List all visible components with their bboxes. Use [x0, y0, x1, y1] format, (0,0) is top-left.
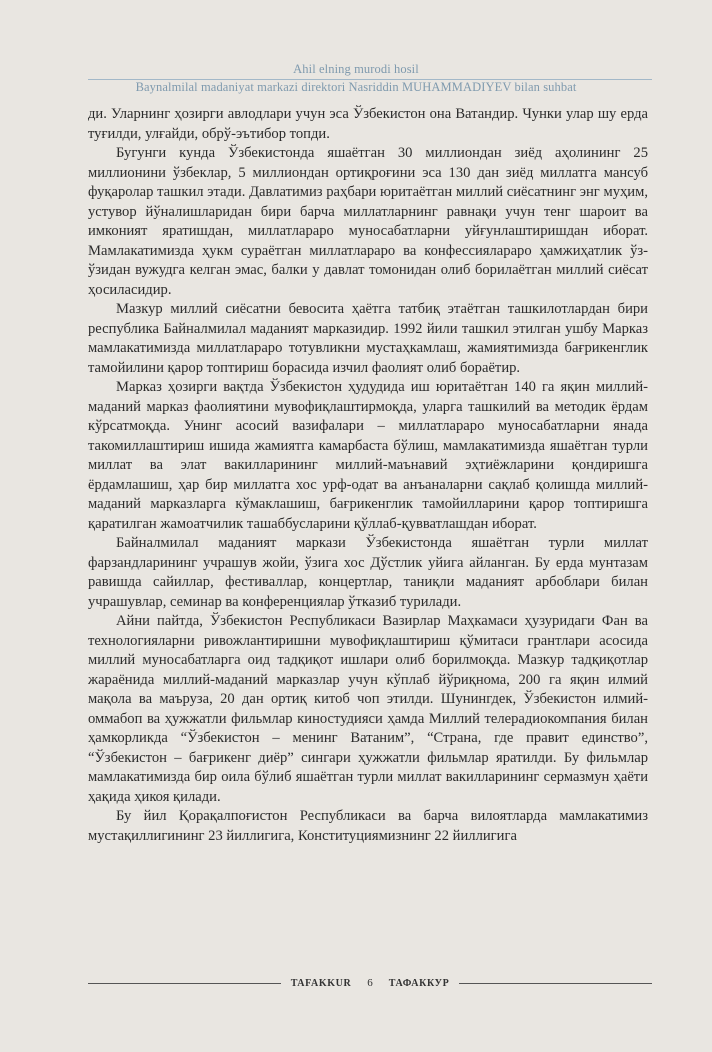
- paragraph-7: Бу йил Қорақалпоғистон Республикаси ва барча вилоятларда мамлакатимиз мустақиллигининг 23 йиллигига, Конституциямизнинг 22 йиллигига: [88, 808, 648, 844]
- page-number: 6: [367, 977, 373, 989]
- paragraph-6: Айни пайтда, Ўзбекистон Республикаси Вазирлар Маҳкамаси ҳузуридаги Фан ва технологияларни ривожлантиришни мувофиқлаштириш қўмитаси грантлари асосида миллий муносабатларга оид тадқиқот ишлари олиб борилмоқда. Мазкур тадқиқотлар жараёнида миллий-маданий марказлар учун кўплаб йўриқнома, 200 га яқин илмий мақола ва маъруза, 20 дан ортиқ китоб чоп этилди. Шунингдек, Ўзбекистон илмий-оммабоп ва ҳужжатли фильмлар киностудияси ҳамда Миллий телерадиокомпания билан ҳамкорликда “Ўзбекистон – менинг Ватаним”, “Страна, где правит единство”, “Ўзбекистон – бағрикенг диёр” сингари ҳужжатли фильмлар яратилди. Бу фильмлар мамлакатимизда бир оила бўлиб яшаётган турли миллат вакилларининг сермазмун ҳаёти ҳақида ҳикоя қилади.: [88, 613, 648, 805]
- running-header-subtitle: Baynalmilal madaniyat markazi direktori Nasriddin MUHAMMADIYEV bilan suhbat: [135, 80, 577, 94]
- running-header-title: Ahil elning murodi hosil: [293, 62, 419, 76]
- paragraph-5: Байналмилал маданият маркази Ўзбекистонда яшаётган турли миллат фарзандларининг учрашув жойи, ўзига хос Дўстлик уйига айланган. Бу ерда мунтазам равишда сайиллар, фестиваллар, концертлар, таниқли маданият арбоблари билан учрашувлар, семинар ва конференциялар ўтказиб турилади.: [88, 535, 648, 610]
- paragraph-2: Бугунги кунда Ўзбекистонда яшаётган 30 миллиондан зиёд аҳолининг 25 миллионини ўзбеклар, 5 миллиондан ортиқроғини эса 130 дан зиёд миллатга мансуб фуқаролар ташкил этади. Давлатимиз раҳбари юритаётган миллий сиёсатнинг энг муҳим, устувор йўналишларидан бири барча миллатларнинг равнақи учун тенг шароит ва имконият яратишдан, миллатлараро муносабатларни уйғунлаштиришдан иборат. Мамлакатимизда ҳукм сураётган миллатлараро ва конфессиялараро ҳамжиҳатлик ўз-ўзидан вужудга келган эмас, балки у давлат томонидан олиб борилаётган миллий сиёсат ҳосиласидир.: [88, 145, 648, 298]
- footer-label-cyrillic: ТАФАККУР: [388, 977, 450, 989]
- article-body: [88, 105, 648, 846]
- paragraph-1: ди. Уларнинг ҳозирги авлодлари учун эса Ўзбекистон она Ватандир. Чунки улар шу ерда туғилди, улғайди, обрў-эътибор топди.: [88, 106, 648, 142]
- paragraph-3: Мазкур миллий сиёсатни бевосита ҳаётга татбиқ этаётган ташкилотлардан бири республика Байналмилал маданият марказидир. 1992 йили ташкил этилган ушбу Марказ мамлакатимизда миллатлараро тотувликни мустаҳкамлаш, жамиятимизда бағрикенглик тамойилини қарор топтириш борасида изчил фаолият олиб бораётир.: [88, 301, 648, 376]
- footer-label-latin: TAFAKKUR: [290, 977, 352, 989]
- paragraph-4: Марказ ҳозирги вақтда Ўзбекистон ҳудудида иш юритаётган 140 га яқин миллий-маданий марказ фаолиятини мувофиқлаштирмоқда, уларга ташкилий ва методик ёрдам кўрсатмоқда. Унинг асосий вазифалари – миллатлараро муносабатларни янада такомиллаштириш ишида жамиятга камарбаста бўлиш, мамлакатимизда яшаётган турли миллат ва элат вакилларининг миллий-маънавий эҳтиёжларини қондиришга ёрдамлашиш, ҳар бир миллатга хос урф-одат ва анъаналарни сақлаб қолишда миллий-маданий марказларга кўмаклашиш, бағрикенглик тамойилларини қарор топтиришга қаратилган жамоатчилик ташаббусларини қўллаб-қувватлашдан иборат.: [88, 379, 648, 532]
- page-footer: [88, 975, 652, 991]
- footer-rule-left: [88, 983, 281, 984]
- footer-rule-right: [459, 983, 652, 984]
